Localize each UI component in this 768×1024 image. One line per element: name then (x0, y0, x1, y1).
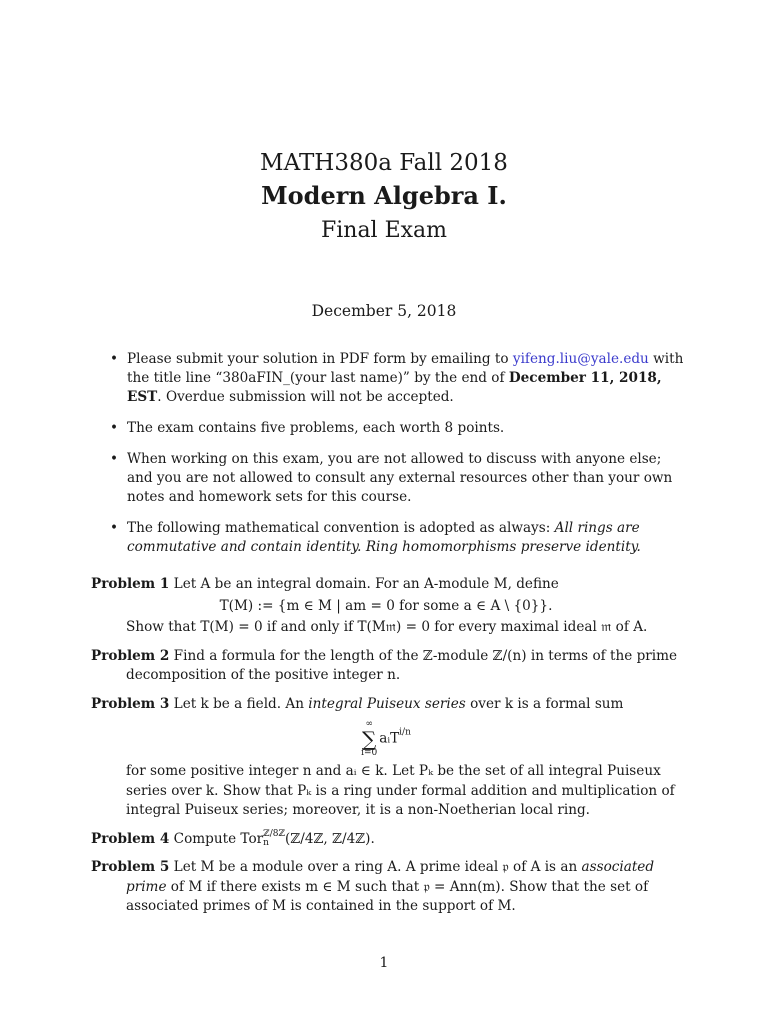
course-title: MATH380a Fall 2018 (260, 150, 508, 176)
sigma-icon: ∑ (362, 727, 377, 751)
problem-2: Problem 2 Find a formula for the length of the ℤ-module ℤ/(n) in terms of the prime decomposition of the positive integer n. (91, 647, 678, 683)
problem-label: Problem 4 (91, 830, 170, 847)
display-formula: ∞ ∑ i=0 aᵢT$^{i/n}$ (361, 719, 411, 758)
title-block (0, 148, 768, 246)
exam-date: December 5, 2018 (311, 302, 457, 320)
instruction-item: • When working on this exam, you are not allowed to discuss with anyone else; and you are not allowed to consult any external resources other than your own notes and homework sets for this course. (110, 451, 673, 505)
instruction-item: • The exam contains five problems, each worth 8 points. (110, 420, 505, 436)
instruction-item: • The following mathematical convention is adopted as always: All rings are commutative and contain identity. Ring homomorphisms preserve identity. (110, 520, 641, 555)
problem-5: Problem 5 Let M be a module over a ring A. A prime ideal 𝔭 of A is an associated prime of M if there exists m ∈ M such that 𝔭 = Ann(m). Show that the set of associated primes of M is contained in the support of M. (91, 859, 655, 914)
instruction-item: • Please submit your solution in PDF form by emailing to yifeng.liu@yale.edu with the title line “380aFIN_(your last name)” by the end of December 11, 2018, EST. Overdue submission will not be accepted. (110, 351, 684, 405)
deadline: December 11, 2018, EST (127, 370, 662, 405)
problem-1: Problem 1 Let A be an integral domain. For an A-module M, define T(M) := {m ∈ M | am = 0 for some a ∈ A \ {0}}. Show that T(M) = 0 if and only if T(M𝔪) = 0 for every maximal ideal 𝔪 of A. (91, 575, 681, 638)
summation: ∞ ∑ i=0 (361, 719, 378, 758)
problem-3: Problem 3 Let k be a field. An integral Puiseux series over k is a formal sum ∞ ∑ i=0 aᵢT$^{i/n}$ for some positive integer n and aᵢ ∈ k. Let Pₖ be the set of all integral Puiseux series over k. Show that Pₖ is a ring under formal addition and multiplication of integral Puiseux series; moreover, it is a non-Noetherian local ring. (91, 695, 681, 821)
problem-label: Problem 5 (91, 859, 170, 875)
subject-title: Modern Algebra I. (261, 181, 507, 210)
display-formula: T(M) := {m ∈ M | am = 0 for some a ∈ A \ {0}}. (219, 597, 553, 614)
problem-4: Problem 4 Compute Tor ℤ/8ℤ n (ℤ/4ℤ, ℤ/4ℤ). (91, 829, 375, 848)
bullet-icon: • (110, 351, 119, 367)
instructions-list (110, 350, 685, 569)
bullet-icon: • (110, 420, 119, 436)
problems-list (91, 575, 681, 926)
problem-label: Problem 3 (91, 695, 170, 712)
problem-label: Problem 2 (91, 647, 170, 664)
bullet-icon: • (110, 451, 119, 467)
exam-title: Final Exam (320, 218, 448, 243)
bullet-icon: • (110, 520, 119, 536)
email-link[interactable]: yifeng.liu@yale.edu (512, 351, 649, 367)
page-number: 1 (379, 955, 389, 971)
problem-label: Problem 1 (91, 576, 170, 592)
